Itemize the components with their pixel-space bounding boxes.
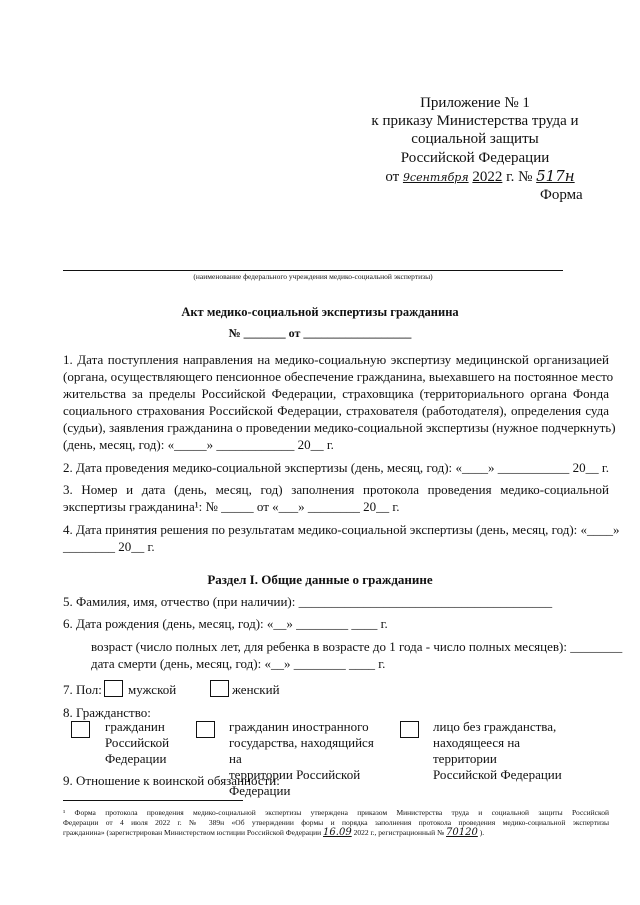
footnote-date-handwritten: 16.09 (323, 827, 352, 838)
item2-line: 2. Дата проведения медико-социальной экспертизы (день, месяц, год): «____» ___________ 20__ г. (63, 460, 609, 475)
item1-line: (органа, осуществляющего пенсионное обеспечение гражданина, выехавшего на постоянное место (63, 369, 614, 384)
institution-caption: (наименование федерального учреждения медико-социальной экспертизы) (193, 272, 433, 281)
citizenship-foreign-checkbox[interactable] (196, 721, 215, 738)
item3-line1: 3. Номер и дата (день, месяц, год) заполнения протокола проведения медико-социальной (63, 482, 609, 497)
order-number-handwritten: 517н (536, 167, 575, 185)
order-date-prefix: от (385, 169, 400, 185)
act-title: Акт медико-социальной экспертизы гражданина (181, 305, 459, 319)
act-number-line: № _______ от __________________ (228, 326, 412, 340)
item6-birth-date: 6. Дата рождения (день, месяц, год): «__» ________ ____ г. (63, 616, 388, 631)
citizenship-rf-line: гражданин (105, 719, 165, 734)
item1-line: жительства за пределы Российской Федерации, страховщика (территориального органа Фонда (63, 386, 609, 401)
citizenship-foreign-line: Федерации (229, 783, 291, 798)
form-label: Форма (540, 187, 583, 203)
citizenship-foreign-line: государства, находящийся (229, 735, 374, 750)
footnote-number-handwritten: 70120 (446, 827, 478, 838)
item9-military-status: 9. Отношение к воинской обязанности: (63, 773, 280, 788)
order-number-prefix: г. № (506, 169, 533, 185)
citizenship-stateless-line: территории (433, 751, 497, 766)
item1-line: социального страхования Российской Федерации, страхователя (работодателя), определения суда (63, 403, 609, 418)
footnote-separator (63, 800, 243, 801)
item1-line: (судьи), заявления гражданина о проведении медико-социальной экспертизы (нужное подчеркнуть) (63, 420, 616, 435)
citizenship-rf-line: Федерации (105, 751, 167, 766)
citizenship-rf-line: Российской (105, 735, 170, 750)
footnote-registration-mid: 2022 г., регистрационный № (353, 828, 445, 837)
order-date-handwritten: 9сентября (402, 171, 469, 184)
footnote-line1: ¹ Форма протокола проведения медико-социальной экспертизы утверждена приказом Министерства труда и социальной защиты Российской (63, 808, 609, 817)
citizenship-foreign-line: на (229, 751, 242, 766)
citizenship-stateless-line: лицо без гражданства, (433, 719, 557, 734)
header-appendix-title: Приложение № 1 (420, 95, 530, 111)
footnote-registration-text: гражданина» (зарегистрирован Министерством юстиции Российской Федерации (63, 828, 322, 837)
item8-citizenship-label: 8. Гражданство: (63, 705, 151, 720)
citizenship-foreign-line: гражданин иностранного (229, 719, 369, 734)
citizenship-stateless-label (433, 719, 562, 783)
citizenship-rf-label (105, 719, 169, 767)
footnote-line3 (63, 828, 484, 837)
gender-male-checkbox[interactable] (104, 680, 123, 697)
item3-line2: экспертизы гражданина¹: № _____ от «___» ________ 20__ г. (63, 499, 400, 514)
section1-title: Раздел I. Общие данные о гражданине (207, 572, 433, 587)
gender-female-checkbox[interactable] (210, 680, 229, 697)
item1-last-line: (день, месяц, год): «_____» ____________ 20__ г. (63, 437, 334, 452)
institution-name-line (63, 270, 563, 271)
item1-line: 1. Дата поступления направления на медико-социальную экспертизу медицинской организацией (63, 352, 609, 367)
footnote-registration-end: ). (479, 828, 485, 837)
age-line: возраст (число полных лет, для ребенка в возрасте до 1 года - число полных месяцев): ________ (91, 639, 623, 654)
item5-full-name: 5. Фамилия, имя, отчество (при наличии): _______________________________________ (63, 594, 553, 609)
gender-female-label: женский (232, 682, 280, 697)
item4-line1: 4. Дата принятия решения по результатам медико-социальной экспертизы (день, месяц, год): «____» (63, 522, 620, 537)
footnote-line2: Федерации от 4 июля 2022 г. № 389н «Об утверждении формы и порядка заполнения протокола проведения медико-социальной экспертизы (63, 818, 609, 827)
citizenship-stateless-line: находящееся на (433, 735, 521, 750)
citizenship-rf-checkbox[interactable] (71, 721, 90, 738)
header-order-date (345, 168, 615, 186)
citizenship-foreign-line: территории Российской (229, 767, 361, 782)
header-federation-line: Российской Федерации (400, 150, 550, 166)
citizenship-stateless-line: Российской Федерации (433, 767, 562, 782)
order-year: 2022 (472, 169, 503, 185)
item4-line2: ________ 20__ г. (63, 539, 155, 554)
header-order-line: к приказу Министерства труда и (371, 113, 579, 129)
header-ministry-line: социальной защиты (411, 131, 539, 147)
death-date-line: дата смерти (день, месяц, год): «__» ________ ____ г. (91, 656, 386, 671)
citizenship-stateless-checkbox[interactable] (400, 721, 419, 738)
gender-male-label: мужской (128, 682, 177, 697)
item7-gender-label: 7. Пол: (63, 682, 102, 697)
